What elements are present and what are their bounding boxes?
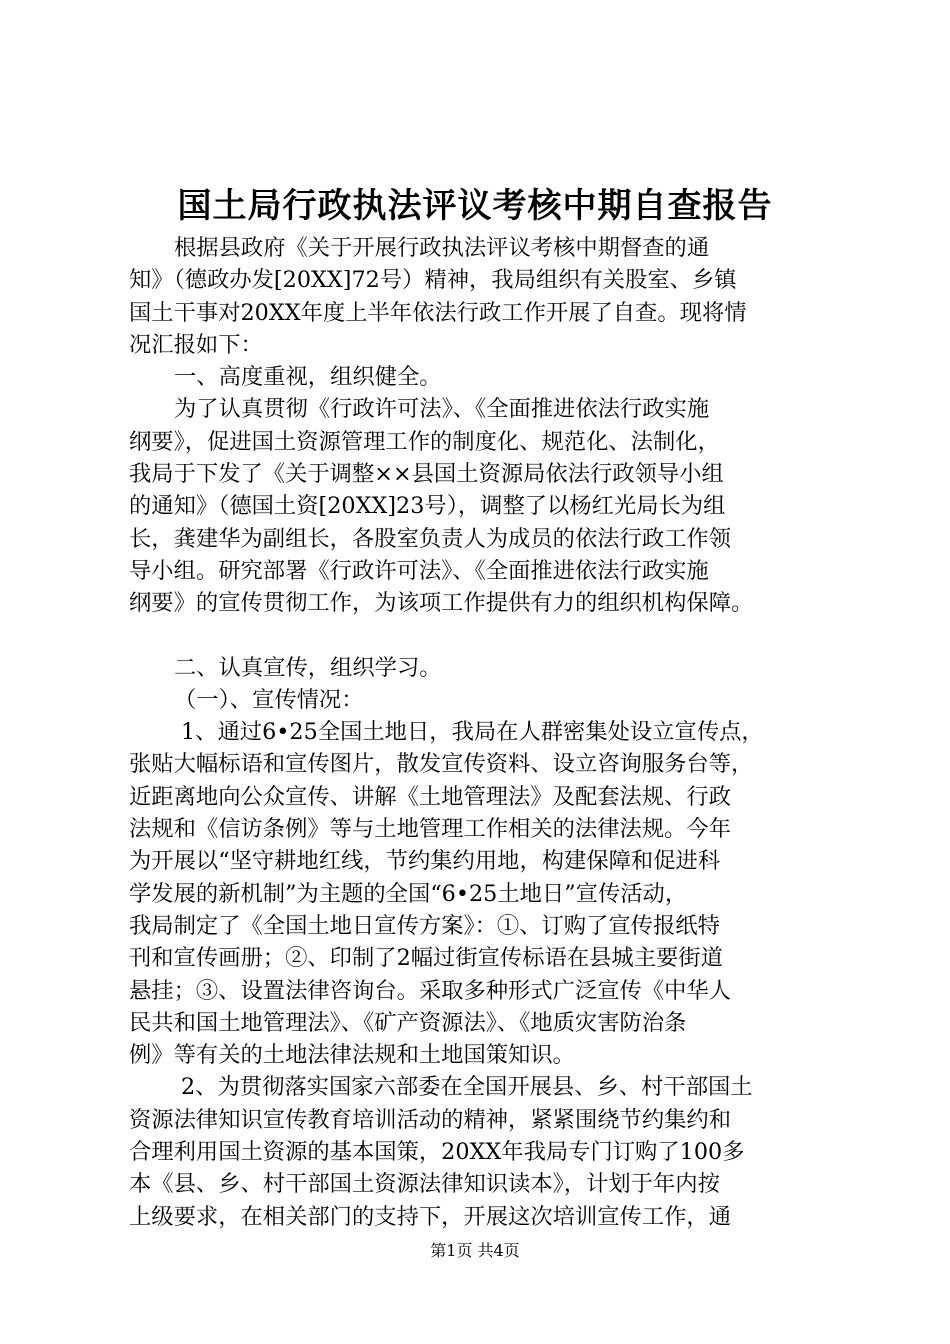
paragraph-line: 根据县政府《关于开展行政执法评议考核中期督查的通 [174, 235, 710, 261]
paragraph-line: 本《县、乡、村干部国土资源法律知识读本》，计划于年内按 [129, 1171, 720, 1198]
paragraph-line: 我局于下发了《关于调整××县国土资源局依法行政领导小组 [129, 461, 724, 488]
paragraph-line: 例》等有关的土地法律法规和土地国策知识。 [129, 1042, 575, 1069]
page-number-footer: 第1页 共4页 [430, 1241, 520, 1260]
paragraph-line: 纲要》的宣传贯彻工作，为该项工作提供有力的组织机构保障。 [129, 590, 754, 617]
section-heading: 二、认真宣传，组织学习。 [174, 654, 442, 681]
paragraph-line: 刊和宣传画册；②、印制了2幅过街宣传标语在县城主要街道 [129, 945, 723, 972]
paragraph-line: 近距离地向公众宣传、讲解《土地管理法》及配套法规、行政 [129, 783, 732, 810]
paragraph-line: 上级要求，在相关部门的支持下，开展这次培训宣传工作，通 [129, 1203, 732, 1230]
document-title: 国土局行政执法评议考核中期自查报告 [177, 186, 773, 226]
paragraph-line: 长，龚建华为副组长，各股室负责人为成员的依法行政工作领 [129, 525, 732, 552]
paragraph-line: 纲要》，促进国土资源管理工作的制度化、规范化、法制化， [129, 428, 720, 455]
paragraph-line: 况汇报如下： [129, 331, 263, 358]
paragraph-line: 导小组。研究部署《行政许可法》、《全面推进依法行政实施 [129, 557, 709, 584]
paragraph-line: 法规和《信访条例》等与土地管理工作相关的法律法规。今年 [129, 816, 732, 843]
paragraph-line: 资源法律知识宣传教育培训活动的精神，紧紧围绕节约集约和 [129, 1106, 732, 1133]
paragraph-line: 悬挂；③、设置法律咨询台。采取多种形式广泛宣传《中华人 [129, 977, 732, 1004]
section-heading: 一、高度重视，组织健全。 [174, 364, 442, 391]
paragraph-line: 国土干事对20XX年度上半年依法行政工作开展了自查。现将情 [129, 299, 747, 326]
paragraph-line: 学发展的新机制”为主题的全国“6•25土地日”宣传活动， [129, 880, 688, 907]
paragraph-line: 为了认真贯彻《行政许可法》、《全面推进依法行政实施 [174, 396, 710, 423]
paragraph-line: 民共和国土地管理法》、《矿产资源法》、《地质灾害防治条 [129, 1009, 687, 1036]
paragraph-line: 2、为贯彻落实国家六部委在全国开展县、乡、村干部国土 [181, 1074, 753, 1101]
paragraph-line: 张贴大幅标语和宣传图片，散发宣传资料、设立咨询服务台等， [129, 751, 754, 778]
paragraph-line: 合理利用国土资源的基本国策，20XX年我局专门订购了100多 [129, 1139, 745, 1166]
paragraph-line: 知》（德政办发[20XX]72号）精神，我局组织有关股室、乡镇 [129, 267, 737, 294]
paragraph-line: 我局制定了《全国土地日宣传方案》：①、订购了宣传报纸特 [129, 912, 720, 939]
subsection-heading: （一）、宣传情况： [174, 686, 364, 713]
paragraph-line: 1、通过6•25全国土地日，我局在人群密集处设立宣传点， [181, 719, 764, 746]
document-body [129, 232, 851, 1233]
paragraph-line: 为开展以“坚守耕地红线，节约集约用地，构建保障和促进科 [129, 848, 721, 875]
paragraph-gap [129, 620, 851, 652]
paragraph-line: 的通知》（德国土资[20XX]23号），调整了以杨红光局长为组 [129, 493, 726, 520]
